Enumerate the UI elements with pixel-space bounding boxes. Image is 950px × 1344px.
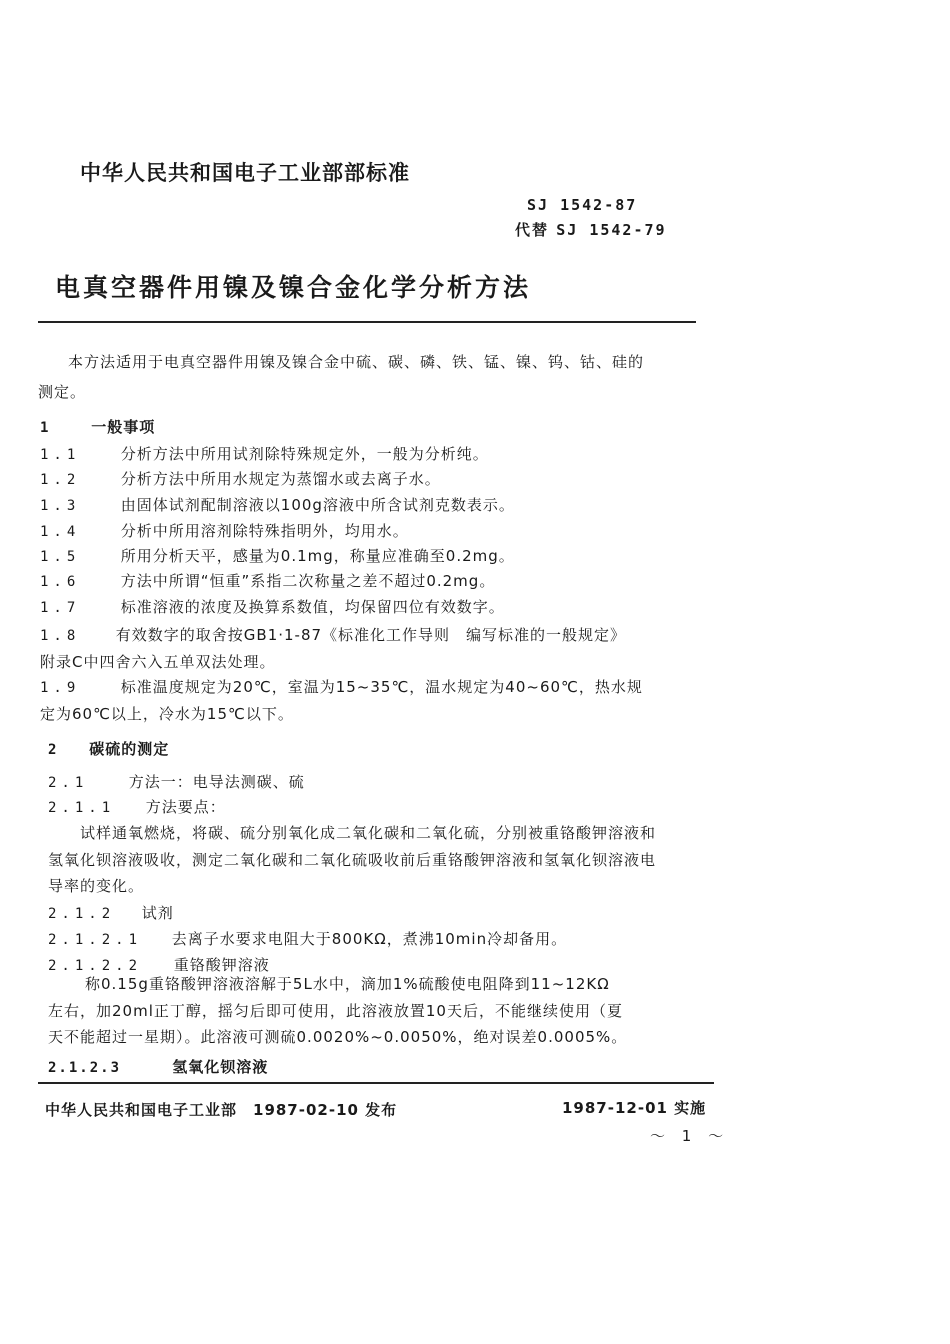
section-text: 分析方法中所用试剂除特殊规定外，一般为分析纯。 xyxy=(120,445,489,463)
paragraph-line-5: 左右，加20ml正丁醇，摇匀后即可使用，此溶液放置10天后，不能继续使用（夏 xyxy=(48,1002,623,1020)
replaces-label: 代替 xyxy=(515,221,550,239)
section-1-6 xyxy=(40,570,495,591)
section-text: 由固体试剂配制溶液以100g溶液中所含试剂克数表示。 xyxy=(120,496,515,514)
section-text: 标准溶液的浓度及换算系数值，均保留四位有效数字。 xyxy=(120,598,505,616)
section-number: 1.2 xyxy=(40,472,81,488)
section-number: 2.1.1 xyxy=(48,800,116,816)
section-text: 标准温度规定为20℃，室温为15~35℃，温水规定为40~60℃，热水规 xyxy=(120,678,643,696)
section-number: 1.1 xyxy=(40,447,81,463)
section-number: 2.1.2.2 xyxy=(48,958,143,974)
section-2-1-1 xyxy=(48,796,226,817)
section-2-1-2-2 xyxy=(48,954,270,975)
replaces-line xyxy=(515,219,667,240)
top-divider xyxy=(38,321,696,323)
section-number: 1.7 xyxy=(40,600,81,616)
section-2-1-2-3 xyxy=(48,1056,268,1077)
paragraph-line-4: 称0.15g重铬酸钾溶液溶解于5L水中，滴加1%硫酸使电阻降到11~12KΩ xyxy=(85,975,610,993)
section-text: 分析中所用溶剂除特殊指明外，均用水。 xyxy=(120,522,409,540)
section-number: 2.1.2 xyxy=(48,906,116,922)
section-text: 重铬酸钾溶液 xyxy=(173,956,270,974)
intro-line-1: 本方法适用于电真空器件用镍及镍合金中硫、碳、磷、铁、锰、镍、钨、钴、硅的 xyxy=(68,353,645,371)
paragraph-line-1: 试样通氧燃烧，将碳、硫分别氧化成二氧化碳和二氧化硫，分别被重铬酸钾溶液和 xyxy=(80,824,657,842)
section-2-1-2-1 xyxy=(48,928,567,949)
section-1-9 xyxy=(40,676,643,697)
section-text: 试剂 xyxy=(141,904,174,922)
section-1-8 xyxy=(40,624,626,645)
issued-date: 中华人民共和国电子工业部 1987-02-10 发布 xyxy=(45,1101,398,1119)
section-text: 所用分析天平，感量为0.1mg，称量应准确至0.2mg。 xyxy=(120,547,515,565)
section-text: 碳硫的测定 xyxy=(89,740,170,758)
section-number: 2.1.2.3 xyxy=(48,1060,122,1076)
paragraph-line-3: 导率的变化。 xyxy=(48,877,145,895)
section-number: 1.3 xyxy=(40,498,81,514)
section-1-8-cont: 附录C中四舍六入五单双法处理。 xyxy=(40,653,276,671)
section-text: 一般事项 xyxy=(91,418,156,436)
section-text: 有效数字的取舍按GB1·1-87《标准化工作导则 编写标准的一般规定》 xyxy=(115,626,627,644)
section-number: 1.5 xyxy=(40,549,81,565)
replaces-number: SJ 1542-79 xyxy=(556,221,667,239)
section-text: 分析方法中所用水规定为蒸馏水或去离子水。 xyxy=(120,470,441,488)
section-text: 方法中所谓“恒重”系指二次称量之差不超过0.2mg。 xyxy=(120,572,496,590)
paragraph-line-6: 天不能超过一星期）。此溶液可测硫0.0020%~0.0050%，绝对误差0.0005%。 xyxy=(48,1028,628,1046)
section-number: 1.9 xyxy=(40,680,81,696)
org-standard-heading: 中华人民共和国电子工业部部标准 xyxy=(80,161,410,185)
section-number: 2.1 xyxy=(48,775,89,791)
section-1-9-cont: 定为60℃以上，冷水为15℃以下。 xyxy=(40,705,294,723)
effective-date: 1987-12-01 实施 xyxy=(562,1099,707,1117)
section-2-1-2 xyxy=(48,902,174,923)
section-number: 1.8 xyxy=(40,628,81,644)
section-number: 2 xyxy=(48,742,62,758)
section-number: 1.4 xyxy=(40,524,81,540)
section-2-1 xyxy=(48,771,305,792)
standard-number: SJ 1542-87 xyxy=(527,196,638,214)
section-1-1 xyxy=(40,443,489,464)
section-1 xyxy=(40,416,155,437)
page-number: ～ 1 ～ xyxy=(650,1127,730,1145)
document-title: 电真空器件用镍及镍合金化学分析方法 xyxy=(55,273,532,302)
section-text: 氢氧化钡溶液 xyxy=(172,1058,269,1076)
section-1-5 xyxy=(40,545,515,566)
section-1-7 xyxy=(40,596,505,617)
intro-line-2: 测定。 xyxy=(38,383,87,401)
section-number: 2.1.2.1 xyxy=(48,932,143,948)
section-number: 1.6 xyxy=(40,574,81,590)
section-text: 去离子水要求电阻大于800KΩ，煮沸10min冷却备用。 xyxy=(171,930,568,948)
section-number: 1 xyxy=(40,420,54,436)
section-text: 方法要点： xyxy=(145,798,226,816)
bottom-divider xyxy=(38,1082,714,1084)
section-1-4 xyxy=(40,520,409,541)
section-2 xyxy=(48,738,169,759)
section-1-2 xyxy=(40,468,441,489)
paragraph-line-2: 氢氧化钡溶液吸收，测定二氧化碳和二氧化硫吸收前后重铬酸钾溶液和氢氧化钡溶液电 xyxy=(48,851,657,869)
section-1-3 xyxy=(40,494,515,515)
section-text: 方法一：电导法测碳、硫 xyxy=(128,773,305,791)
